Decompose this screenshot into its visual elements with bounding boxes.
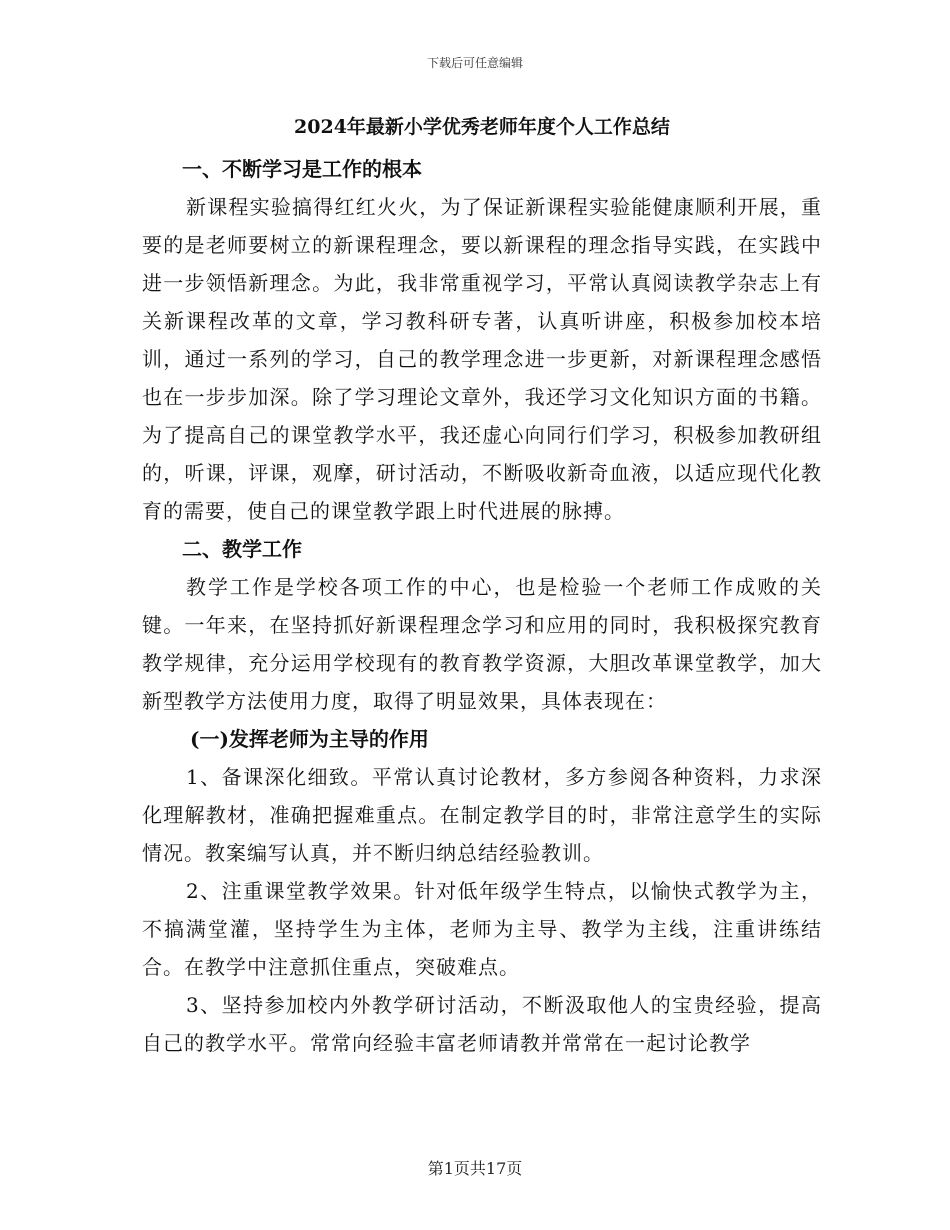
list-item-3: 3、坚持参加校内外教学研讨活动，不断汲取他人的宝贵经验，提高自己的教学水平。常常向经验丰富老师请教并常常在一起讨论教学: [142, 993, 822, 1055]
page-footer: 第1页共17页: [427, 1159, 523, 1178]
section-heading-1: 一、不断学习是工作的根本: [182, 157, 422, 181]
section-paragraph-2: 教学工作是学校各项工作的中心，也是检验一个老师工作成败的关键。一年来，在坚持抓好新课程理念学习和应用的同时，我积极探究教育教学规律，充分运用学校现有的教育教学资源，大胆改革课堂教学，加大新型教学方法使用力度，取得了明显效果，具体表现在：: [142, 575, 822, 713]
page-header: 下载后可任意编辑: [426, 56, 523, 70]
section-heading-2: 二、教学工作: [182, 537, 302, 561]
subheading: (一)发挥老师为主导的作用: [190, 727, 429, 751]
document-body: [142, 112, 822, 1062]
document-title: 2024年最新小学优秀老师年度个人工作总结: [294, 116, 670, 138]
section-paragraph-1: 新课程实验搞得红红火火，为了保证新课程实验能健康顺利开展，重要的是老师要树立的新课程理念，要以新课程的理念指导实践，在实践中进一步领悟新理念。为此，我非常重视学习，平常认真阅读教学杂志上有关新课程改革的文章，学习教科研专著，认真听讲座，积极参加校本培训，通过一系列的学习，自己的教学理念进一步更新，对新课程理念感悟也在一步步加深。除了学习理论文章外，我还学习文化知识方面的书籍。为了提高自己的课堂教学水平，我还虚心向同行们学习，积极参加教研组的，听课，评课，观摩，研讨活动，不断吸收新奇血液，以适应现代化教育的需要，使自己的课堂教学跟上时代进展的脉搏。: [142, 195, 822, 523]
list-item-2: 2、注重课堂教学效果。针对低年级学生特点，以愉快式教学为主，不搞满堂灌，坚持学生为主体，老师为主导、教学为主线，注重讲练结合。在教学中注意抓住重点，突破难点。: [142, 879, 822, 979]
list-item-1: 1、备课深化细致。平常认真讨论教材，多方参阅各种资料，力求深化理解教材，准确把握难重点。在制定教学目的时，非常注意学生的实际情况。教案编写认真，并不断归纳总结经验教训。: [142, 765, 822, 865]
